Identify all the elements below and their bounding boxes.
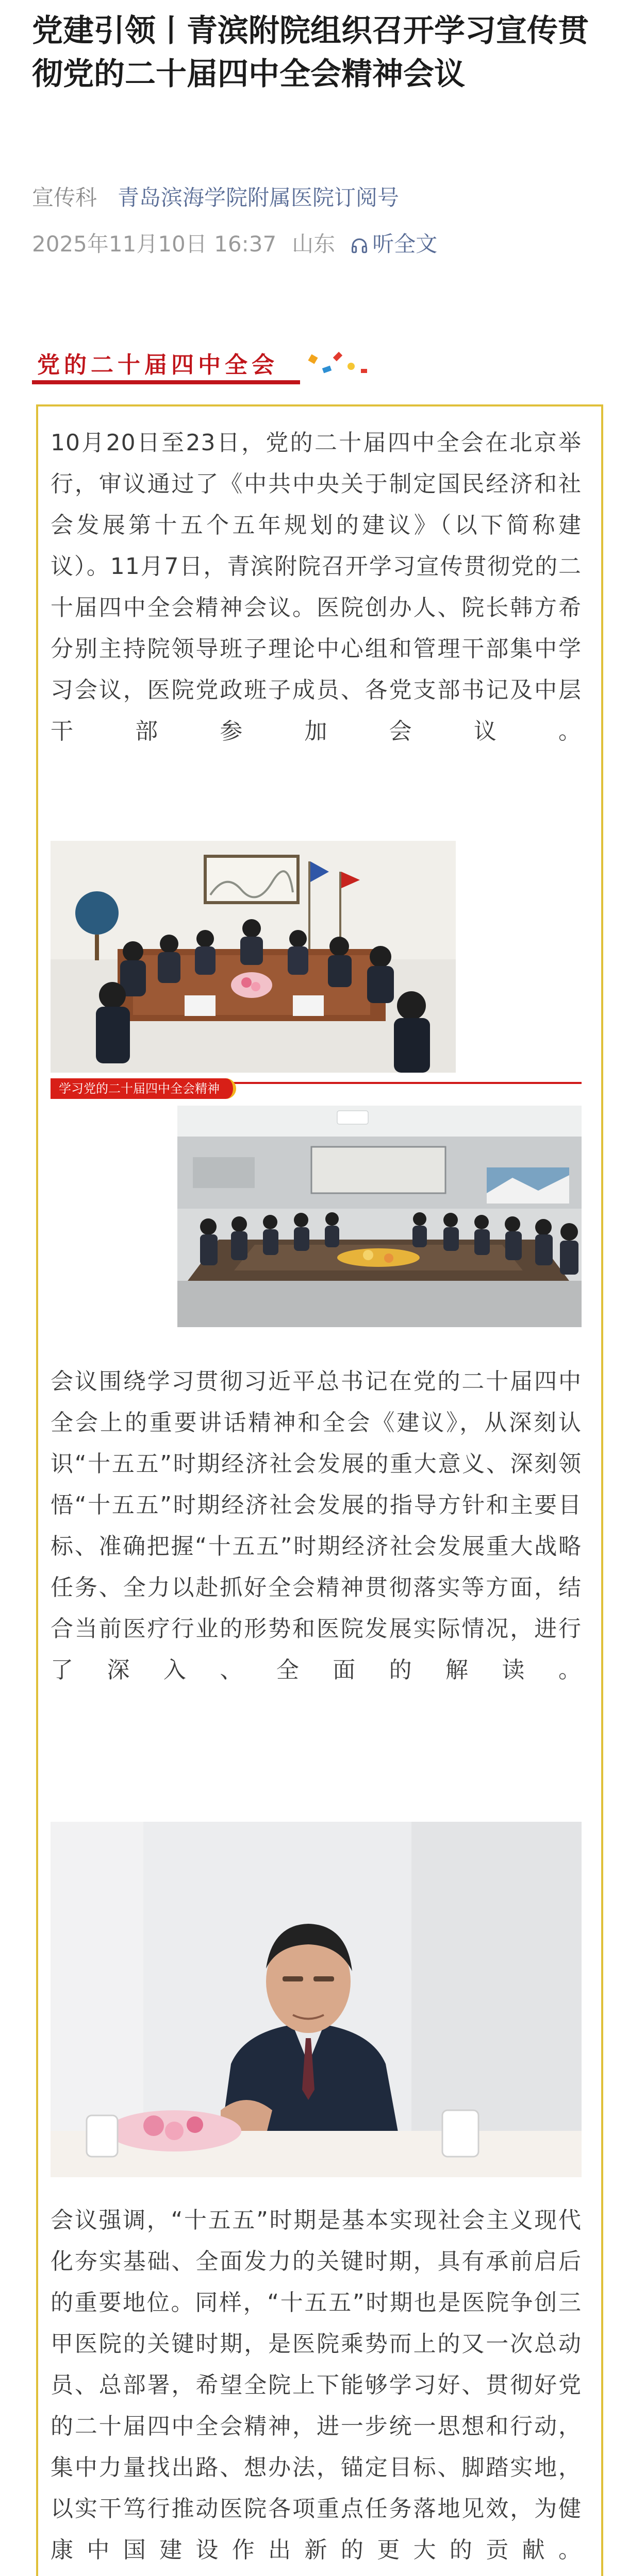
headphones-icon <box>351 237 368 255</box>
meeting-photo-2 <box>177 1106 582 1327</box>
author-source: 宣传科 <box>32 185 97 210</box>
section-banner: 学习党的二十届四中全会精神 <box>51 1078 236 1099</box>
article-title: 党建引领丨青滨附院组织召开学习宣传贯彻党的二十届四中全会精神会议 <box>32 13 589 92</box>
article-meta-source <box>32 184 399 211</box>
account-name-link[interactable]: 青岛滨海学院附属医院订阅号 <box>118 185 400 210</box>
speaker-photo-image <box>51 1822 582 2177</box>
meeting-photo-1-image <box>51 841 456 1073</box>
listen-label: 听全文 <box>372 231 438 257</box>
speaker-photo <box>51 1822 582 2177</box>
section-underline <box>32 380 300 384</box>
meeting-photo-2-image <box>177 1106 582 1327</box>
listen-button[interactable] <box>351 231 437 257</box>
section-title: 党的二十届四中全会 <box>37 352 278 378</box>
meeting-photo-1 <box>51 841 456 1073</box>
publish-datetime: 2025年11月10日 16:37 <box>32 231 277 257</box>
publish-location: 山东 <box>292 231 336 257</box>
article-meta-time <box>32 231 437 258</box>
paragraph-conclusion: 会议强调，“十五五”时期是基本实现社会主义现代化夯实基础、全面发力的关键时期，具有承前启后的重要地位。同样，“十五五”时期也是医院争创三甲医院的关键时期，是医院乘势而上的又一次总动员、总部署，希望全院上下能够学习好、贯彻好党的二十届四中全会精神，进一步统一思想和行动，集中力量找出路、想办法，锚定目标、脚踏实地，以实干笃行推动医院各项重点任务落地见效，为健康中国建设作出新的更大的贡献。 <box>51 2207 582 2563</box>
paragraph-content: 会议围绕学习贯彻习近平总书记在党的二十届四中全会上的重要讲话精神和全会《建议》，从深刻认识“十五五”时期经济社会发展的重大意义、深刻领悟“十五五”时期经济社会发展的指导方针和主要目标、准确把握“十五五”时期经济社会发展重大战略任务、全力以赴抓好全会精神贯彻落实等方面，结合当前医疗行业的形势和医院发展实际情况，进行了深入、全面的解读。 <box>51 1368 582 1683</box>
paragraph-intro: 10月20日至23日，党的二十届四中全会在北京举行，审议通过了《中共中央关于制定国民经济和社会发展第十五个五年规划的建议》（以下简称建议）。11月7日，青滨附院召开学习宣传贯彻党的二十届四中全会精神会议。医院创办人、院长韩方希分别主持院领导班子理论中心组和管理干部集中学习会议，医院党政班子成员、各党支部书记及中层干部参加会议。 <box>51 430 582 744</box>
